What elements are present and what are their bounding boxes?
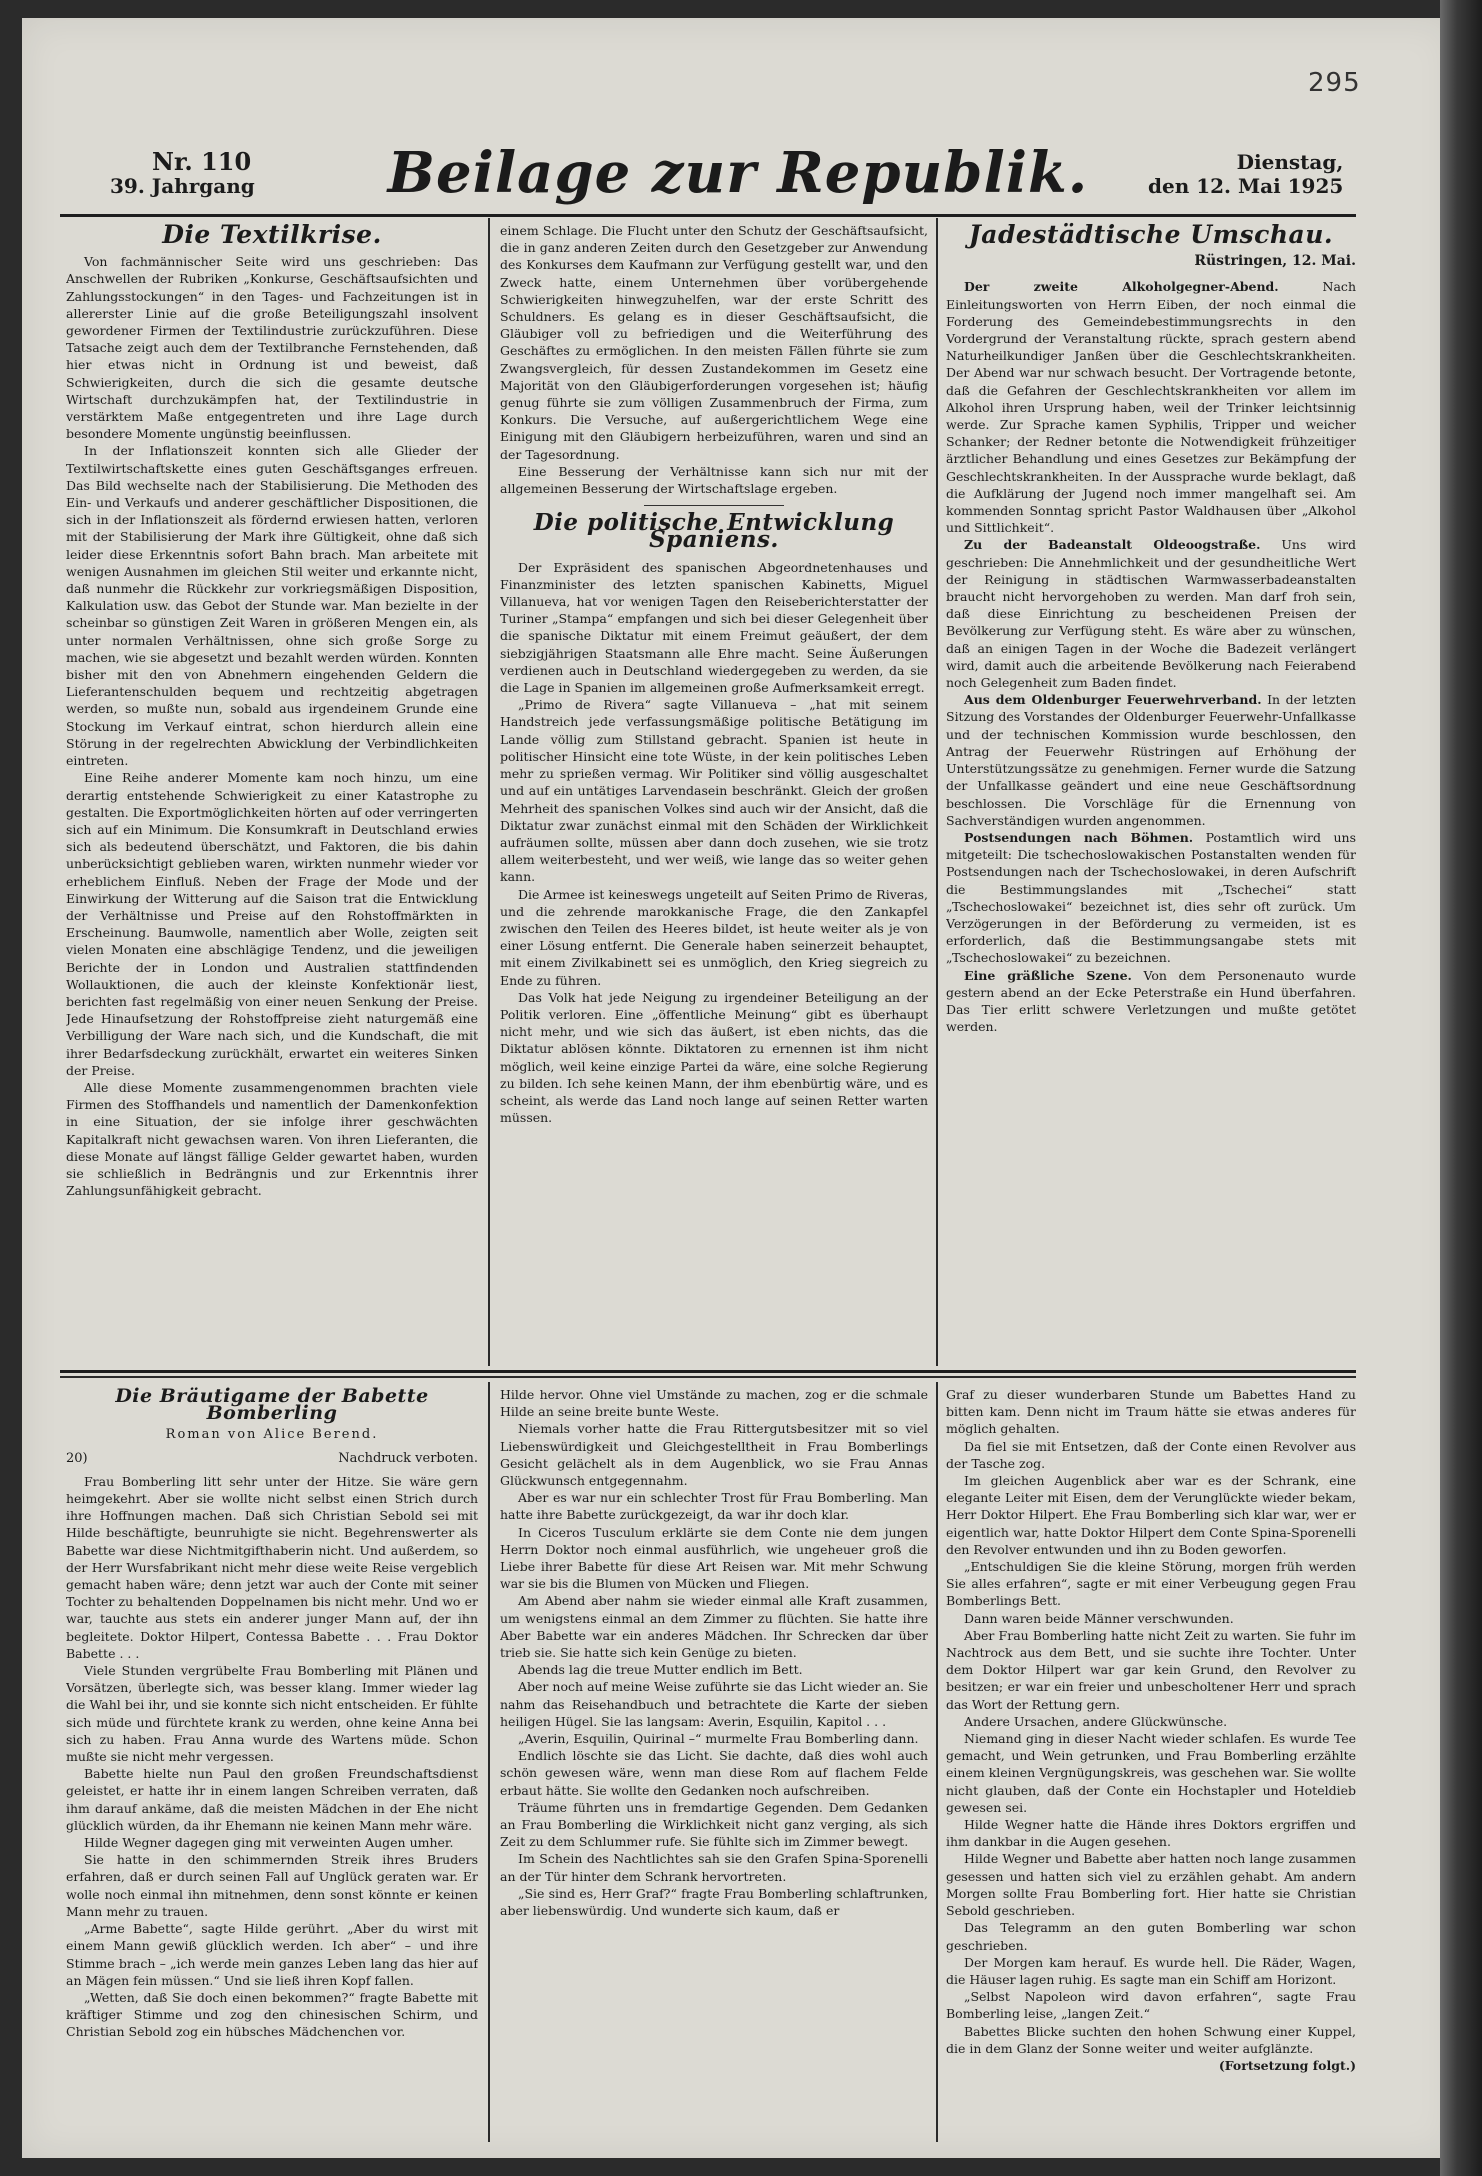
paragraph: „Selbst Napoleon wird davon erfahren“, sagte Frau Bomberling leise, „langen Zeit.“: [946, 1989, 1356, 2022]
column-rule-1: [488, 218, 490, 1366]
paragraph: Am Abend aber nahm sie wieder einmal alle Kraft zusammen, um wenigstens einmal an dem Zimmer zu flüchten. Sie hatte ihre Aber Babette war ein anderes Mädchen. Ihr Schrecken dar über trieb sie. Sie hatte sich kein Genüge zu bieten.: [500, 1593, 928, 1661]
paragraph: Viele Stunden vergrübelte Frau Bomberling mit Plänen und Vorsätzen, überlegte sich, was besser klang. Immer wieder lag die Wahl bei ihr, und sie konnte sich nicht entscheiden. Er fühlte sich müde und fürchtete krank zu werden, ohne keine Anna bei sich zu haben. Frau Anna wurde des Wartens müde. Schon mußte sie nicht mehr vergessen.: [66, 1663, 478, 1765]
paragraph: Abends lag die treue Mutter endlich im Bett.: [518, 1662, 803, 1678]
section-text: Nach Einleitungsworten von Herrn Eiben, der noch einmal die Forderung des Gemeindebestimmungsrechts in den Vordergrund der Veranstaltung rückte, sprach gestern abend Naturheilkundiger Janßen über die Geschlechtskrankheiten. Der Abend war nur schwach besucht. Der Vortragende betonte, daß die Gefahren der Geschlechtskrankheiten vor allem im Alkohol ihren Ursprung haben, weil der Trinker leichtsinnig werde. Zur Sprache kamen Syphilis, Tripper und weicher Schanker; der Redner betonte die Notwendigkeit frühzeitiger ärztlicher Behandlung und eines Gesetzes zur Bekämpfung der Geschlechtskrankheiten. In der Aussprache wurde beklagt, daß die Aufklärung der Jugend noch immer mangelhaft sei. Am kommenden Sonntag spricht Pastor Waldhausen über „Alkohol und Sittlichkeit“.: [946, 279, 1356, 536]
article-title: Jadestädtische Umschau.: [968, 222, 1334, 249]
paragraph: Niemals vorher hatte die Frau Rittergutsbesitzer mit so viel Liebenswürdigkeit und Gleichgestelltheit in Frau Bomberlings Gesicht gelächelt als in dem Augenblick, wo sie Frau Annas Glückwunsch entgegennahm.: [500, 1421, 928, 1489]
column-rule-4: [936, 1382, 938, 2142]
issue-date: den 12. Mai 1925: [1148, 174, 1344, 198]
divider: [644, 505, 784, 506]
masthead-rule: [60, 214, 1356, 217]
installment-number: 20): [66, 1450, 88, 1466]
column-rule-3: [488, 1382, 490, 2142]
feuilleton-rule: [60, 1370, 1356, 1373]
section-head: Zu der Badeanstalt Oldeoogstraße.: [964, 537, 1261, 553]
volume: 39. Jahrgang: [110, 174, 255, 198]
paragraph: Hilde Wegner hatte die Hände ihres Doktors ergriffen und ihm dankbar in die Augen gesehen.: [946, 1817, 1356, 1850]
article-title: Die Textilkrise.: [162, 222, 382, 249]
paragraph: Eine Reihe anderer Momente kam noch hinzu, um eine derartig entstehende Schwierigkeit zu einer Katastrophe zu gestalten. Die Exportmöglichkeiten hörten auf oder verringerten sich auf ein Minimum. Die Konsumkraft in Deutschland erwies sich als bedeutend überschätzt, und Faktoren, die bis dahin unberücksichtigt geblieben waren, wirkten nunmehr wieder vor erheblichem Einfluß. Neben der Frage der Mode und der Einwirkung der Witterung auf die Saison trat die Entwicklung der Verhältnisse und Preise auf den Rohstoffmärkten in Erscheinung. Baumwolle, namentlich aber Wolle, zeigten seit vielen Monaten eine abschlägige Tendenz, und die jeweiligen Berichte der in London und Australien stattfindenden Wollauktionen, die auch der kleinste Konfektionär liest, berichten fast regelmäßig von einer neuen Senkung der Preise. Jede Hinaufsetzung der Rohstoffpreise zieht naturgemäß eine Verbilligung der Ware nach sich, und die Kundschaft, die mit ihrer Bedarfsdeckung zurückhält, erwartet ein weiteres Sinken der Preise.: [66, 770, 478, 1078]
paragraph: Graf zu dieser wunderbaren Stunde um Babettes Hand zu bitten kam. Denn nicht im Traum hätte sie etwas anderes für möglich gehalten.: [946, 1387, 1356, 1437]
feuilleton-rule-2: [60, 1376, 1356, 1378]
article-local: [946, 222, 1356, 1364]
paragraph: Sie hatte in den schimmernden Streik ihres Bruders erfahren, daß er durch seinen Fall auf Unglück geraten war. Er wolle noch einmal ihn mitnehmen, denn sonst könnte er keinen Mann mehr zu trauen.: [66, 1852, 478, 1919]
paragraph: Das Volk hat jede Neigung zu irgendeiner Beteiligung an der Politik verloren. Eine „öffentliche Meinung“ gibt es überhaupt nicht mehr, und wie sich das äußert, ist eben nichts, das die Diktatur ablösen könnte. Diktatoren zu ernennen ist ihm nicht möglich, weil keine einzige Partei da wäre, eine solche Regierung zu bilden. Ich sehe keinen Mann, der ihm ebenbürtig wäre, und es scheint, als werde das Land noch lange auf seinen Retter warten müssen.: [500, 989, 928, 1126]
paragraph: Der Expräsident des spanischen Abgeordnetenhauses und Finanzminister des letzten spanischen Kabinetts, Miguel Villanueva, hat vor wenigen Tagen den Reiseberichterstatter der Turiner „Stampa“ empfangen und sich bei dieser Gelegenheit über die spanische Diktatur mit einem Freimut geäußert, der dem siebzigjährigen Staatsmann alle Ehre macht. Seine Äußerungen verdienen auch in Deutschland wiedergegeben zu werden, da sie die Lage in Spanien im allgemeinen große Aufmerksamkeit erregt.: [500, 559, 928, 696]
paragraph: In Ciceros Tusculum erklärte sie dem Conte nie dem jungen Herrn Doktor noch einmal ausführlich, wie ungeheuer groß die Liebe ihrer Babette für diese Art Reisen war. Mit mehr Schwung war sie bis die Blumen von Mücken und Fliegen.: [500, 1524, 928, 1592]
paragraph: Eine Besserung der Verhältnisse kann sich nur mit der allgemeinen Besserung der Wirtschaftslage ergeben.: [500, 463, 928, 497]
page-number: 295: [1308, 68, 1361, 98]
dateline: Rüstringen, 12. Mai.: [1194, 253, 1356, 270]
column-rule-2: [936, 218, 938, 1366]
section-head: Postsendungen nach Böhmen.: [964, 829, 1194, 845]
paragraph: Frau Bomberling litt sehr unter der Hitze. Sie wäre gern heimgekehrt. Aber sie wollte nicht selbst einen Strich durch ihre Hoffnungen machen. Daß sich Christian Sebold sei mit Hilde beschäftigte, beunruhigte sie nicht. Begehrenswerter als Babette war diese Nichtmitgifthaberin nicht. Und außerdem, so der Herr Wursfabrikant nicht mehr diese weite Reise vergeblich gemacht haben wäre; denn jetzt war auch der Conte mit seiner Tochter zu behaltenden Doppelnamen bis nicht mehr. Und wo er war, tauchte aus stets ein anderer junger Mann auf, der ihn begleitete. Doktor Hilpert, Contessa Babette . . . Frau Doktor Babette . . .: [66, 1473, 478, 1661]
paragraph: In der Inflationszeit konnten sich alle Glieder der Textilwirtschaftskette eines guten Geschäftsganges erfreuen. Das Bild wechselte nach der Stabilisierung. Die Methoden des Ein- und Verkaufs und anderer geschäftlicher Dispositionen, die sich in der Inflationszeit als fördernd erwiesen hatten, verloren mit der Stabilisierung der Mark ihre Gültigkeit, ohne daß sich leider diese Erkenntnis sofort Bahn brach. Man arbeitete mit wenigen Ausnahmen im gleichen Stil weiter und erkannte nicht, daß nunmehr die Rückkehr zur vorkriegsmäßigen Disposition, Kalkulation usw. das Gebot der Stunde war. Man bezielte in der scheinbar so günstigen Zeit Waren in größeren Mengen ein, als unter normalen Verhältnissen, ohne sich große Sorge zu machen, wie sie abgesetzt und bezahlt werden würden. Konnten bisher mit den von Abnehmern eingehenden Geldern die Lieferantenschulden bequem und rechtzeitig abgetragen werden, so mußte nun, sobald aus irgendeinem Grunde eine Stockung im Verkauf eintrat, schon hierdurch allein eine Störung in der regelrechten Abwicklung der Verbindlichkeiten eintreten.: [66, 443, 478, 769]
paragraph: Die Armee ist keineswegs ungeteilt auf Seiten Primo de Riveras, und die zehrende marokkanische Frage, die den Zankapfel zwischen den Teilen des Heeres bildet, ist heute weiter als je von einer Lösung entfernt. Die Generale haben seinerzeit behauptet, mit einem Zivilkabinett sei es unmöglich, den Krieg siegreich zu Ende zu führen.: [500, 886, 928, 988]
paragraph: „Wetten, daß Sie doch einen bekommen?“ fragte Babette mit kräftiger Stimme und zog den chinesischen Schirm, und Christian Sebold zog ein hübsches Mädchenchen vor.: [66, 1989, 478, 2040]
paragraph: „Averin, Esquilin, Quirinal –“ murmelte Frau Bomberling dann.: [518, 1731, 919, 1747]
weekday: Dienstag,: [1236, 150, 1344, 174]
section-text: Postamtlich wird uns mitgeteilt: Die tschechoslowakischen Postanstalten wenden für Postsendungen nach der Tschechoslowakei, in deren Aufschrift die Bestimmungslandes mit „Tschechei“ statt „Tschechoslowakei“ bezeichnet ist, dies sehr oft zurück. Um Verzögerungen in der Beförderung zu vermeiden, ist es erforderlich, daß die Bestimmungsangabe stets mit „Tschechoslowakei“ zu bezeichnen.: [946, 829, 1356, 966]
article-spain: [500, 222, 928, 1364]
paragraph: Andere Ursachen, andere Glückwünsche.: [964, 1713, 1228, 1729]
section-text: Von dem Personenauto wurde gestern abend an der Ecke Peterstraße ein Hund überfahren. Das Tier erlitt schwere Verletzungen und mußte getötet werden.: [946, 967, 1356, 1035]
author-line: Roman von Alice Berend.: [165, 1427, 379, 1443]
feuilleton-title: Die Bräutigame der Babette Bomberling: [115, 1386, 429, 1425]
section-text: In der letzten Sitzung des Vorstandes der Oldenburger Feuerwehr-Unfallkasse und der technischen Kommission wurde beschlossen, den Antrag der Feuerwehr Rüstringen auf Erhöhung der Unterstützungssätze zu genehmigen. Ferner wurde die Satzung der Unfallkasse geändert und eine neue Geschäftsordnung beschlossen. Die Vorschläge für die Ernennung von Sachverständigen wurden angenommen.: [946, 692, 1356, 828]
paragraph: Aber Frau Bomberling hatte nicht Zeit zu warten. Sie fuhr im Nachtrock aus dem Bett, und sie suchte ihre Tochter. Unter dem Doktor Hilpert war gar kein Grund, den Revolver zu besitzen; er war ein freier und unbescholtener Herr und sprach das Wort der Rettung gern.: [946, 1627, 1356, 1712]
article-title: Die politische Entwicklung Spaniens.: [533, 509, 895, 554]
section-text: Uns wird geschrieben: Die Annehmlichkeit und der gesundheitliche Wert der Reinigung in städtischen Warmwasserbadeanstalten braucht nicht hervorgehoben zu werden. Man darf froh sein, daß diese Einrichtung zu bescheidenen Preisen der Bevölkerung zur Verfügung steht. Es wäre aber zu wünschen, daß an einigen Tagen in der Woche die Badezeit verlängert wird, damit auch die arbeitende Bevölkerung nach Feierabend noch Gelegenheit zum Baden findet.: [946, 537, 1356, 691]
paragraph: Das Telegramm an den guten Bomberling war schon geschrieben.: [946, 1920, 1356, 1953]
paragraph: Endlich löschte sie das Licht. Sie dachte, daß dies wohl auch schön gewesen wäre, wenn man diese Rom auf flachem Felde erbaut hätte. Sie wollte den Gedanken noch aufschreiben.: [500, 1748, 928, 1798]
reprint-notice: Nachdruck verboten.: [338, 1450, 478, 1466]
newspaper-page: [22, 18, 1454, 2158]
section-head: Eine gräßliche Szene.: [964, 967, 1132, 983]
continuation-note: (Fortsetzung folgt.): [1218, 2057, 1356, 2073]
date-info: [1148, 150, 1343, 198]
section-head: Der zweite Alkoholgegner-Abend.: [964, 279, 1279, 295]
paragraph: Im gleichen Augenblick aber war es der Schrank, eine elegante Leiter mit Eisen, dem der Verunglückte wieder bekam, Herr Doktor Hilpert. Ehe Frau Bomberling sich klar war, wer er eigentlich war, hatte Doktor Hilpert dem Conte Spina-Sporenelli den Revolver entwunden und ihn zu Boden geworfen.: [946, 1473, 1356, 1557]
feuilleton-col-2: [500, 1386, 928, 2144]
masthead-title: Beilage zur Republik.: [387, 140, 1089, 206]
paragraph: Babette hielte nun Paul den großen Freundschaftsdienst geleistet, er hatte ihr in einem langen Schreiben verraten, daß ihm darauf ankäme, daß die meisten Mädchen in der Ehe nicht glücklich würden, da ihr Ehemann nie keinen Mann mehr wäre.: [66, 1766, 478, 1833]
paragraph: Hilde Wegner und Babette aber hatten noch lange zusammen gesessen und hatten sich viel zu erzählen gehabt. Am andern Morgen sollte Frau Bomberling fort. Hier hatte sie Christian Sebold geschrieben.: [946, 1851, 1356, 1919]
paragraph: „Arme Babette“, sagte Hilde gerührt. „Aber du wirst mit einem Mann gewiß glücklich werden. Ich aber“ – und ihre Stimme brach – „ich werde mein ganzes Leben lang das hier auf an Mägen fein müssen.“ Und sie ließ ihren Kopf fallen.: [66, 1921, 478, 1988]
page-edge-shadow: [1440, 0, 1482, 2176]
article-textile: [66, 222, 478, 1364]
paragraph: Alle diese Momente zusammengenommen brachten viele Firmen des Stoffhandels und namentlich der Damenkonfektion in eine Situation, der sie infolge ihrer geschwächten Kapitalkraft nicht gewachsen waren. Von ihren Lieferanten, die diese Monate auf längst fällige Gelder gewartet haben, wurden sie schließlich in Bedrängnis und zur Erkenntnis ihrer Zahlungsunfähigkeit gebracht.: [66, 1079, 478, 1199]
paragraph: „Sie sind es, Herr Graf?“ fragte Frau Bomberling schlaftrunken, aber liebenswürdig. Und wunderte sich kaum, daß er: [500, 1885, 928, 1919]
paragraph: Aber noch auf meine Weise zuführte sie das Licht wieder an. Sie nahm das Reisehandbuch und betrachtete die Karte der sieben heiligen Hügel. Sie las langsam: Averin, Esquilin, Kapitol . . .: [500, 1679, 928, 1729]
paragraph: Hilde Wegner dagegen ging mit verweinten Augen umher.: [84, 1835, 454, 1851]
feuilleton-col-1: [66, 1386, 478, 2144]
paragraph: Von fachmännischer Seite wird uns geschrieben: Das Anschwellen der Rubriken „Konkurse, Geschäftsaufsichten und Zahlungsstockungen“ in den Tages- und Fachzeitungen ist in allererster Linie auf die große Beteiligungszahl insolvent gewordener Firmen der Textilindustrie zurückzuführen. Diese Tatsache zeigt auch dem der Textilbranche Fernstehenden, daß hier etwas nicht in Ordnung ist und beweist, daß Schwierigkeiten, durch die sich die gesamte deutsche Wirtschaft durchzukämpfen hat, der Textilindustrie in verstärktem Maße entgegentreten und ihre Lage durch besondere Momente ungünstig beeinflussen.: [66, 254, 478, 442]
paragraph: Hilde hervor. Ohne viel Umstände zu machen, zog er die schmale Hilde an seine breite bunte Weste.: [500, 1387, 928, 1420]
section-head: Aus dem Oldenburger Feuerwehrverband.: [964, 692, 1262, 708]
paragraph: Der Morgen kam herauf. Es wurde hell. Die Räder, Wagen, die Häuser lagen ruhig. Es sagte man ein Schiff am Horizont.: [946, 1954, 1356, 1987]
issue-number: Nr. 110: [152, 147, 252, 176]
paragraph: Dann waren beide Männer verschwunden.: [964, 1610, 1234, 1626]
paragraph: Niemand ging in dieser Nacht wieder schlafen. Es wurde Tee gemacht, und Wein getrunken, und Frau Bomberling erzählte einem kleinen Vergnügungskreis, was geschehen war. Sie wollte nicht glauben, daß der Conte ein Hochstapler und Hoteldieb gewesen sei.: [946, 1731, 1356, 1815]
paragraph: Aber es war nur ein schlechter Trost für Frau Bomberling. Man hatte ihre Babette zurückgezeigt, da war ihr doch klar.: [500, 1490, 928, 1523]
paragraph: „Entschuldigen Sie die kleine Störung, morgen früh werden Sie alles erfahren“, sagte er mit einer Verbeugung gegen Frau Bomberlings Bett.: [946, 1559, 1356, 1609]
paragraph: Da fiel sie mit Entsetzen, daß der Conte einen Revolver aus der Tasche zog.: [946, 1438, 1356, 1471]
paragraph: Träume führten uns in fremdartige Gegenden. Dem Gedanken an Frau Bomberling die Wirklichkeit nicht ganz verging, als sich Zeit zu dem Schlummer rufe. Sie fühlte sich im Zimmer bewegt.: [500, 1799, 928, 1850]
paragraph: Im Schein des Nachtlichtes sah sie den Grafen Spina-Sporenelli an der Tür hinter dem Schrank hervortreten.: [500, 1851, 928, 1884]
feuilleton-col-3: [946, 1386, 1356, 2144]
paragraph: Babettes Blicke suchten den hohen Schwung einer Kuppel, die in dem Glanz der Sonne weiter und weiter aufglänzte.: [946, 2023, 1356, 2056]
paragraph: einem Schlage. Die Flucht unter den Schutz der Geschäftsaufsicht, die in ganz anderen Zeiten durch den Gesetzgeber zur Anwendung des Konkurses dem Kaufmann zur Verfügung gestellt war, und den Zweck hatte, einem Unternehmen über vorübergehende Schwierigkeiten hinwegzuhelfen, war der erste Schritt des Schuldners. Es gelang es in dieser Geschäftsaufsicht, die Gläubiger voll zu befriedigen und die Weiterführung des Geschäftes zu ermöglichen. In den meisten Fällen führte sie zum Zwangsvergleich, für dessen Zustandekommen im Gesetz eine Majorität von den Gläubigerforderungen vorgesehen ist; häufig genug führte sie zum völligen Zusammenbruch der Firma, zum Konkurs. Die Versuche, auf außergerichtlichem Wege eine Einigung mit den Gläubigern herbeizuführen, waren und sind an der Tagesordnung.: [500, 223, 928, 462]
paragraph: „Primo de Rivera“ sagte Villanueva – „hat mit seinem Handstreich jede verfassungsmäßige politische Betätigung im Lande völlig zum Stillstand gebracht. Spanien ist heute in politischer Hinsicht eine tote Wüste, in der kein politisches Leben mehr zu sprießen vermag. Wir Politiker sind völlig ausgeschaltet und auf ein untätiges Larvendasein beschränkt. Gleich der großen Mehrheit des spanischen Volkes sind auch wir der Ansicht, daß die Diktatur zwar zunächst einmal mit den Schäden der Wirklichkeit aufräumen sollte, müssen aber dann doch zusehen, wie sie trotz allem weiterbesteht, und wer weiß, wie lange das so weiter gehen kann.: [500, 697, 928, 885]
installment-line: [66, 1450, 478, 1467]
